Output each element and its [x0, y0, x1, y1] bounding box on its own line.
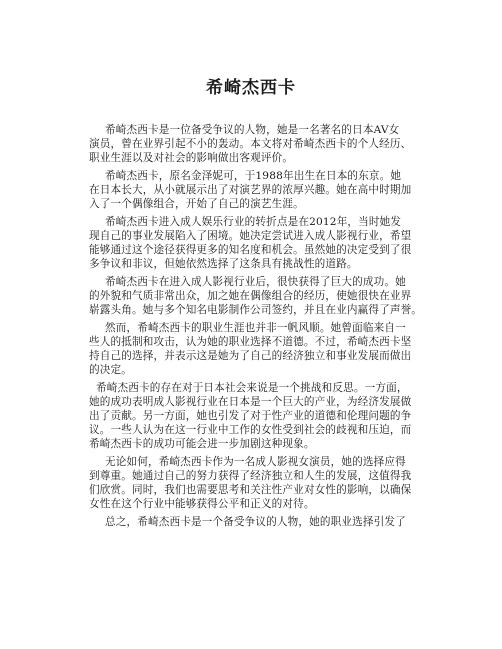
text-line: 总之，希崎杰西卡是一个备受争议的人物，她的职业选择引发了	[105, 516, 406, 528]
text-line: 议。一些人认为在这一行业中工作的女性受到社会的歧视和压迫，而	[89, 424, 412, 436]
text-line: 演员，曾在业界引起不小的轰动。本文将对希崎杰西卡的个人经历、	[89, 138, 412, 150]
document-title: 希崎杰西卡	[206, 78, 296, 98]
text-line: 无论如何，希崎杰西卡作为一名成人影视女演员，她的选择应得	[105, 456, 406, 468]
text-line: 多争议和非议，但她依然选择了这条具有挑战性的道路。	[89, 258, 358, 270]
text-line: 的决定。	[89, 364, 132, 376]
text-line: 希崎杰西卡进入成人娱乐行业的转折点是在2012年，当时她发	[105, 216, 402, 228]
text-line: 们欣赏。同时，我们也需要思考和关注性产业对女性的影响，以确保	[89, 484, 412, 496]
text-line: 的外貌和气质非常出众，加之她在偶像组合的经历，使她很快在业界	[89, 290, 412, 302]
text-line: 希崎杰西卡的存在对于日本社会来说是一个挑战和反思。一方面，	[96, 382, 408, 394]
text-line: 崭露头角。她与多个知名电影制作公司签约，并且在业内赢得了声誉。	[89, 304, 423, 316]
text-line: 然而，希崎杰西卡的职业生涯也并非一帆风顺。她曾面临来自一	[105, 322, 406, 334]
text-line: 希崎杰西卡是一位备受争议的人物，她是一名著名的日本AV女	[105, 124, 400, 136]
text-line: 希崎杰西卡的成功可能会进一步加剧这种现象。	[89, 438, 315, 450]
text-line: 持自己的选择，并表示这是她为了自己的经济独立和事业发展而做出	[89, 350, 412, 362]
text-line: 些人的抵制和攻击，认为她的职业选择不道德。不过，希崎杰西卡坚	[89, 336, 412, 348]
text-line: 职业生涯以及对社会的影响做出客观评价。	[89, 152, 294, 164]
text-line: 在日本长大，从小就展示出了对演艺界的浓厚兴趣。她在高中时期加	[89, 184, 412, 196]
text-line: 能够通过这个途径获得更多的知名度和机会。虽然她的决定受到了很	[89, 244, 412, 256]
text-line: 她的成功表明成人影视行业在日本是一个巨大的产业，为经济发展做	[89, 396, 412, 408]
text-line: 女性在这个行业中能够获得公平和正义的对待。	[89, 498, 315, 510]
text-line: 希崎杰西卡在进入成人影视行业后，很快获得了巨大的成功。她	[105, 276, 406, 288]
text-line: 入了一个偶像组合，开始了自己的演艺生涯。	[89, 198, 304, 210]
text-line: 出了贡献。另一方面，她也引发了对于性产业的道德和伦理问题的争	[89, 410, 412, 422]
text-line: 现自己的事业发展陷入了困境。她决定尝试进入成人影视行业，希望	[89, 230, 412, 242]
text-line: 希崎杰西卡，原名金泽妮可，于1988年出生在日本的东京。她	[105, 170, 402, 182]
text-line: 到尊重。她通过自己的努力获得了经济独立和人生的发展，这值得我	[89, 470, 412, 482]
